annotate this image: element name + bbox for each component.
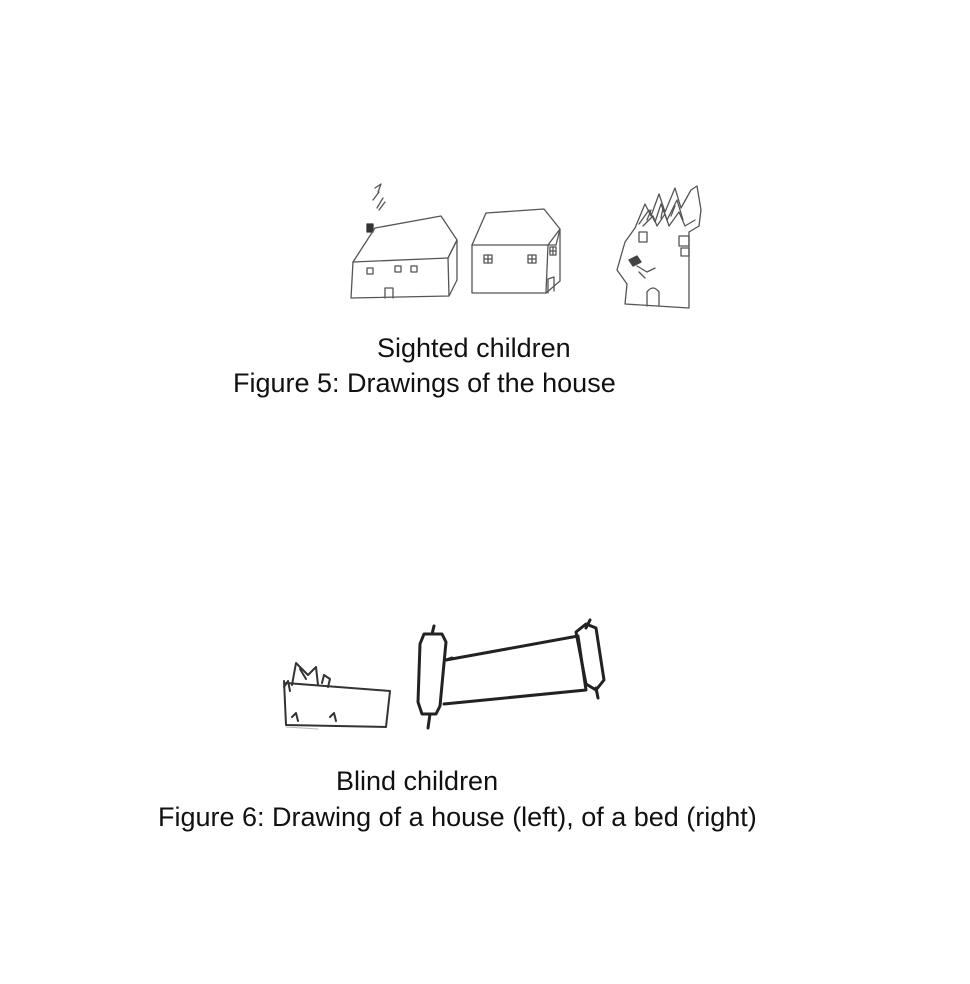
sighted-house-drawing-1: [345, 180, 465, 305]
figure-5-caption: Figure 5: Drawings of the house: [233, 368, 616, 398]
figure-6-caption: Figure 6: Drawing of a house (left), of a bed (right): [158, 802, 757, 832]
blind-house-drawing: [278, 655, 393, 740]
figure-5-subtitle: Sighted children: [377, 333, 571, 363]
blind-bed-drawing: [410, 618, 615, 733]
figure-6-subtitle: Blind children: [336, 766, 499, 796]
sighted-house-drawing-3: [605, 180, 720, 315]
sighted-house-drawing-2: [468, 205, 568, 300]
